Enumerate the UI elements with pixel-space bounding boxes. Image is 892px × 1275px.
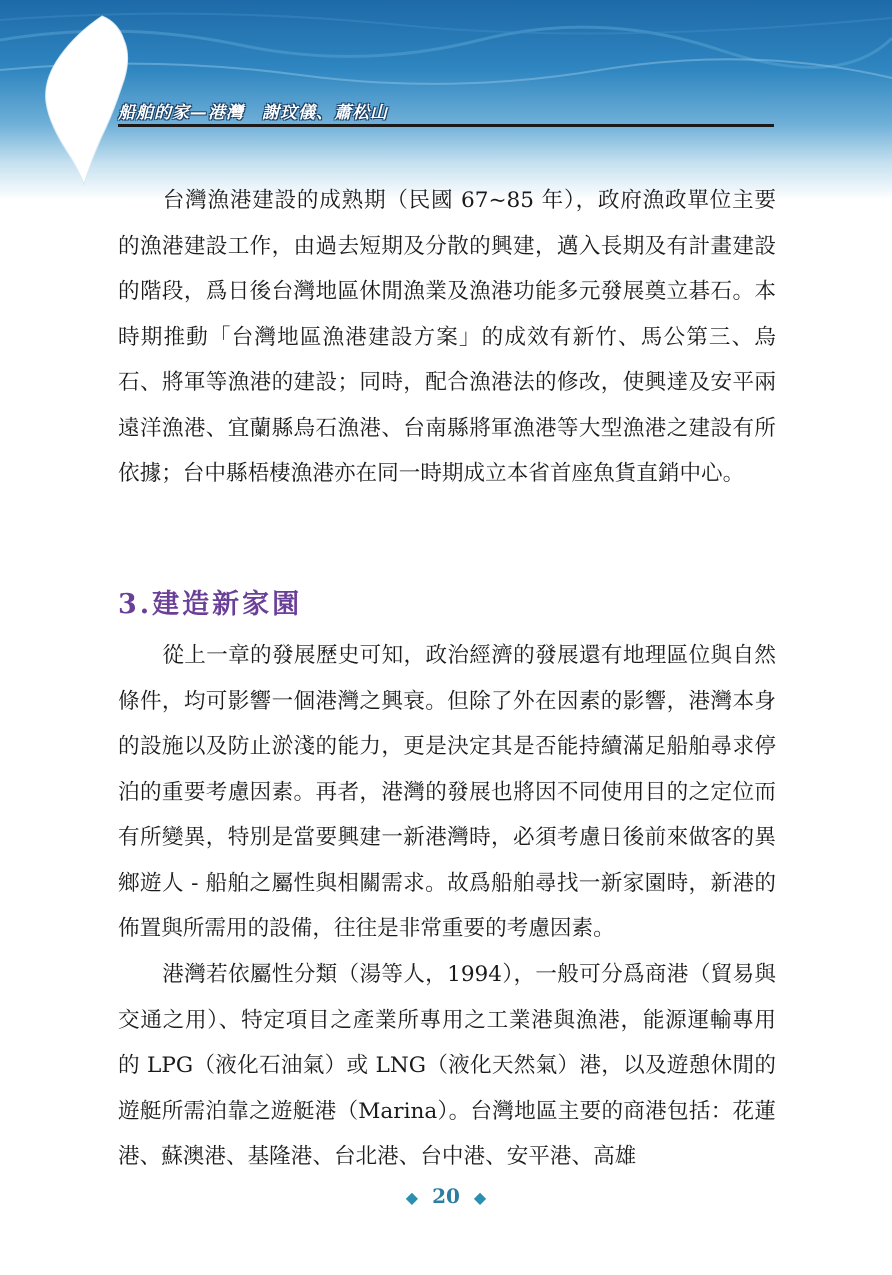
paragraph-text: 港灣若依屬性分類（湯等人，1994），一般可分爲商港（貿易與交通之用）、特定項目之產業所專用之工業港與漁港，能源運輸專用的 LPG（液化石油氣）或 LNG（液化天然氣）港，以及遊憩休閒的遊艇所需泊靠之遊艇港（Marina）。台灣地區主要的商港包括：花蓮港、蘇澳港、基隆港、台北港、台中港、安平港、高雄 [118, 962, 776, 1169]
paragraph-fishing-port-maturity [118, 178, 776, 497]
paragraph-text: 台灣漁港建設的成熟期（民國 67~85 年），政府漁政單位主要的漁港建設工作，由過去短期及分散的興建，邁入長期及有計畫建設的階段，爲日後台灣地區休閒漁業及漁港功能多元發展奠立碁石。本時期推動「台灣地區漁港建設方案」的成效有新竹、馬公第三、烏石、將軍等漁港的建設；同時，配合漁港法的修改，使興達及安平兩遠洋漁港、宜蘭縣烏石漁港、台南縣將軍漁港等大型漁港之建設有所依據；台中縣梧棲漁港亦在同一時期成立本省首座魚貨直銷中心。 [118, 188, 776, 486]
page-footer [0, 1184, 892, 1208]
paragraph-text: 從上一章的發展歷史可知，政治經濟的發展還有地理區位與自然條件，均可影響一個港灣之興衰。但除了外在因素的影響，港灣本身的設施以及防止淤淺的能力，更是決定其是否能持續滿足船舶尋求停泊的重要考慮因素。再者，港灣的發展也將因不同使用目的之定位而有所變異，特別是當要興建一新港灣時，必須考慮日後前來做客的異鄉遊人 - 船舶之屬性與相關需求。故爲船舶尋找一新家園時，新港的佈置與所需用的設備，往往是非常重要的考慮因素。 [118, 643, 776, 941]
paragraph-building-new-home [118, 633, 776, 952]
paragraph-port-classification [118, 952, 776, 1180]
page-number: 20 [432, 1184, 460, 1208]
section-heading: 3.建造新家園 [118, 589, 303, 620]
diamond-icon: ◆ [473, 1188, 487, 1207]
header-divider [118, 124, 774, 127]
diamond-icon: ◆ [405, 1188, 419, 1207]
running-header: 船舶的家—港灣 謝玟儀、蕭松山 [118, 103, 388, 123]
